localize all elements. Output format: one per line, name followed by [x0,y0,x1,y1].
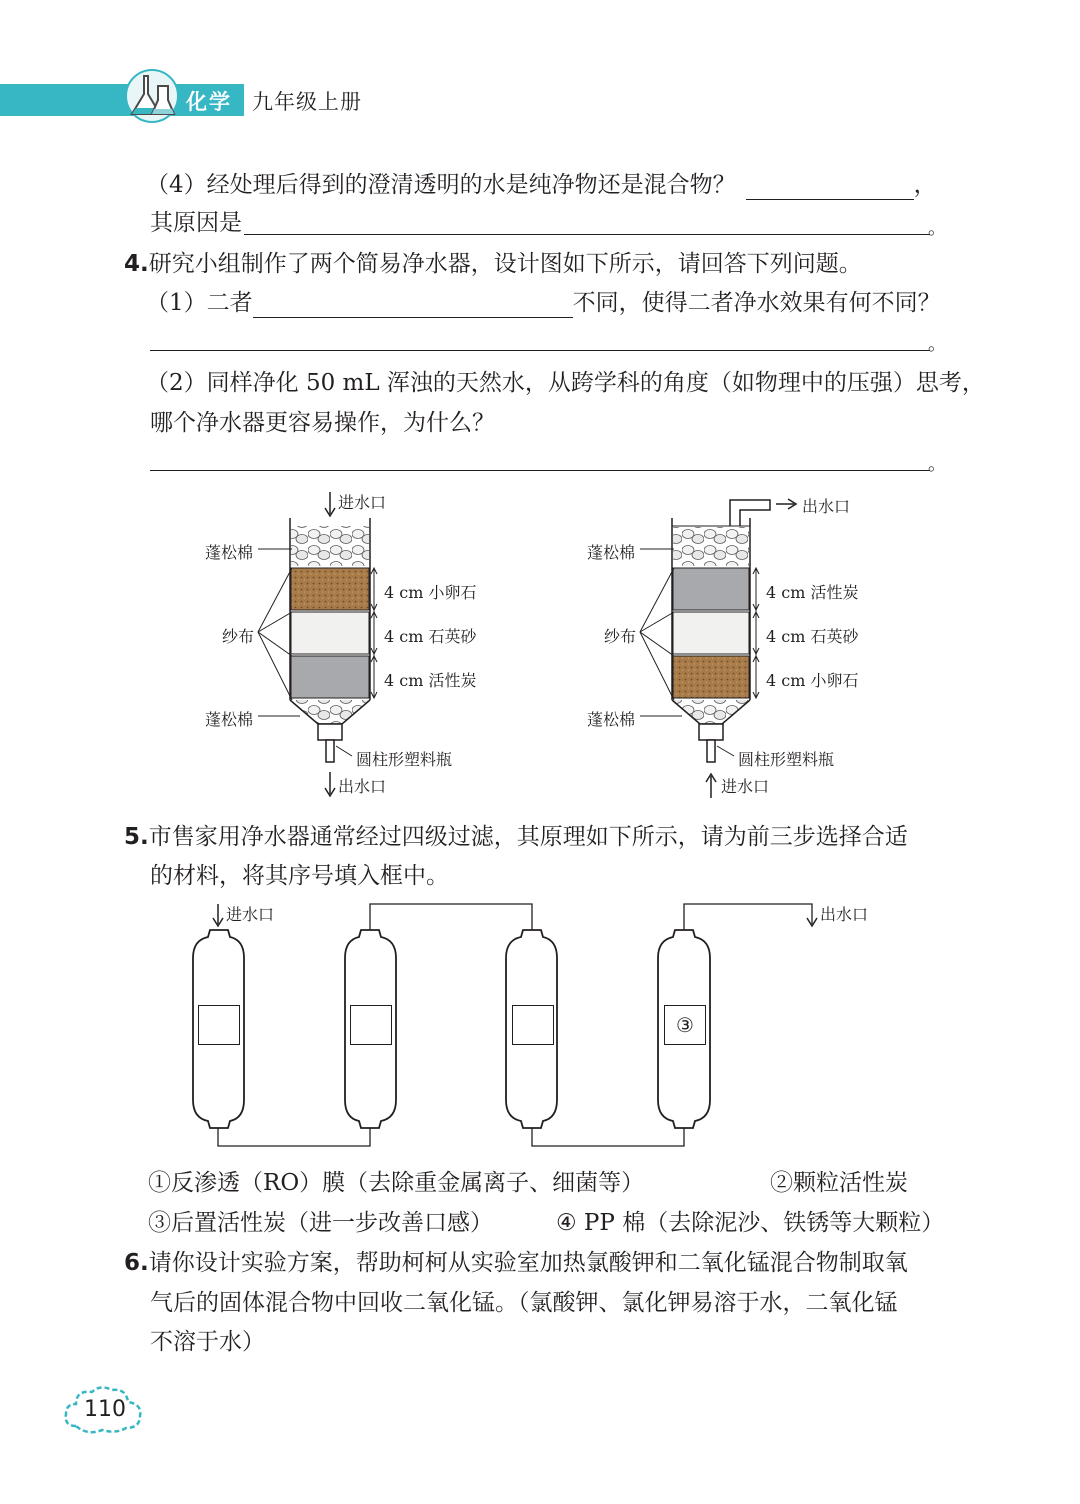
left-cotton-bottom-label: 蓬松棉 [205,710,254,729]
right-cotton-bottom-label: 蓬松棉 [587,710,636,729]
grade-label: 九年级上册 [252,90,362,114]
left-layer3-label: 4 cm 活性炭 [384,671,477,690]
q6-line2: 气后的固体混合物中回收二氧化锰。（氯酸钾、氯化钾易溶于水，二氧化锰 [150,1290,898,1316]
q3-part4-text: （4）经处理后得到的澄清透明的水是纯净物还是混合物？ [146,172,736,198]
left-cotton-top-label: 蓬松棉 [205,543,254,562]
right-layer3-label: 4 cm 小卵石 [766,671,859,690]
q5-line1-text: 市售家用净水器通常经过四级过滤，其原理如下所示，请为前三步选择合适 [148,824,908,850]
q4-part1-question: 不同，使得二者净水效果有何不同？ [572,290,941,316]
q4-part2-line1: （2）同样净化 50 mL 浑浊的天然水，从跨学科的角度（如物理中的压强）思考， [146,370,985,396]
q4-part1-period: 。 [928,334,946,355]
left-bottle-label: 圆柱形塑料瓶 [356,750,453,769]
q5-option3: ③后置活性炭（进一步改善口感） [148,1210,493,1236]
q4-part1-label: （1）二者 [146,290,253,316]
q4-number: 4. [124,251,149,277]
cartridge-2-answer-box[interactable] [350,1005,392,1045]
left-gauze-label: 纱布 [222,627,255,646]
right-inlet-label: 进水口 [721,777,770,796]
right-bottle-label: 圆柱形塑料瓶 [738,750,835,769]
q3-part4-reason-label: 其原因是 [150,210,242,236]
q4-part2-period: 。 [928,454,946,475]
q4-stem-text: 研究小组制作了两个简易净水器，设计图如下所示，请回答下列问题。 [148,251,862,277]
left-layer1-label: 4 cm 小卵石 [384,583,477,602]
page-number: 110 [84,1397,126,1422]
q5-outlet-label: 出水口 [820,905,869,924]
right-outlet-label: 出水口 [802,497,851,516]
right-layer2-label: 4 cm 石英砂 [766,627,859,646]
right-layer1-label: 4 cm 活性炭 [766,583,859,602]
cartridge-1-answer-box[interactable] [198,1005,240,1045]
q6-line3: 不溶于水） [150,1329,265,1355]
left-layer2-label: 4 cm 石英砂 [384,627,477,646]
right-cotton-top-label: 蓬松棉 [587,543,636,562]
q3-part4-comma: ， [913,172,937,198]
q4-part2-line2: 哪个净水器更容易操作，为什么？ [150,410,495,436]
right-gauze-label: 纱布 [604,627,637,646]
q5-line2: 的材料，将其序号填入框中。 [150,863,449,889]
q5-option1: ①反渗透（RO）膜（去除重金属离子、细菌等） [148,1170,645,1196]
q3-part4-period: 。 [928,218,946,239]
left-outlet-label: 出水口 [338,777,387,796]
left-inlet-label: 进水口 [338,493,387,512]
cartridge-3-answer-box[interactable] [512,1005,554,1045]
q5-option2: ②颗粒活性炭 [770,1170,908,1196]
q6-line1-text: 请你设计实验方案，帮助柯柯从实验室加热氯酸钾和二氧化锰混合物制取氧 [148,1250,908,1276]
q5-inlet-label: 进水口 [226,905,275,924]
cartridge-4-answer-box: ③ [664,1005,706,1045]
q5-number: 5. [124,824,149,850]
q6-number: 6. [124,1250,149,1276]
subject-label: 化学 [186,90,232,114]
q6-line1 [124,1248,908,1278]
q5-option4: ④ PP 棉（去除泥沙、铁锈等大颗粒） [556,1210,945,1236]
